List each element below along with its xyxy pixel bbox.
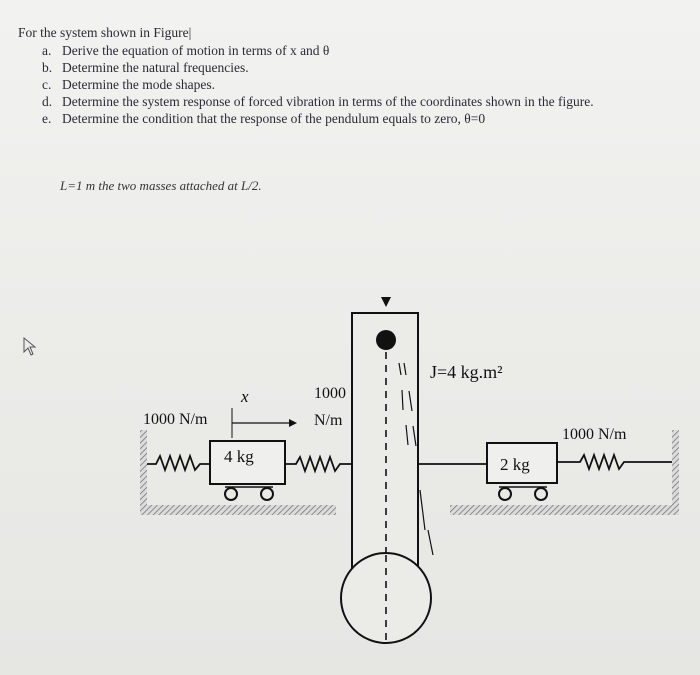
right-mass-label: 2 kg [500,455,530,474]
right-spring [557,455,672,469]
item-label: a. [42,43,52,58]
middle-spring-label-value: 1000 [314,385,346,402]
item-text: Determine the natural frequencies. [62,60,249,75]
rotation-mark [420,490,425,530]
inertia-label: J=4 kg.m² [430,362,503,382]
length-note: L=1 m the two masses attached at L/2. [60,178,262,193]
right-wall [672,430,679,515]
left-ground [146,505,336,515]
rotation-mark [428,530,433,555]
mouse-pointer-icon [24,338,35,355]
left-mass-wheel [261,488,273,500]
item-text: Derive the equation of motion in terms of x and θ [62,43,330,58]
item-label: e. [42,111,52,126]
x-coordinate-label: x [241,387,249,406]
item-label: c. [42,77,52,92]
text-cursor: | [188,25,192,40]
pendulum-pivot [376,330,396,350]
left-spring-label: 1000 N/m [143,411,208,428]
left-wall [140,430,147,515]
middle-spring-label-unit: N/m [314,412,343,429]
right-mass-wheel [499,488,511,500]
middle-spring [285,457,352,471]
item-text: Determine the system response of forced vibration in terms of the coordinates shown in the figure. [62,94,594,109]
item-text: Determine the condition that the response of the pendulum equals to zero, θ=0 [62,111,486,126]
x-arrow-head-icon [289,419,297,427]
right-ground [450,505,678,515]
left-spring [147,456,210,470]
top-arrow-icon [381,297,391,307]
left-mass-label: 4 kg [224,447,254,466]
item-text: Determine the mode shapes. [62,77,215,92]
item-label: b. [42,60,53,75]
intro-text: For the system shown in Figure [18,25,189,40]
item-label: d. [42,94,53,109]
right-mass-wheel [535,488,547,500]
left-mass-wheel [225,488,237,500]
right-spring-label: 1000 N/m [562,426,627,443]
